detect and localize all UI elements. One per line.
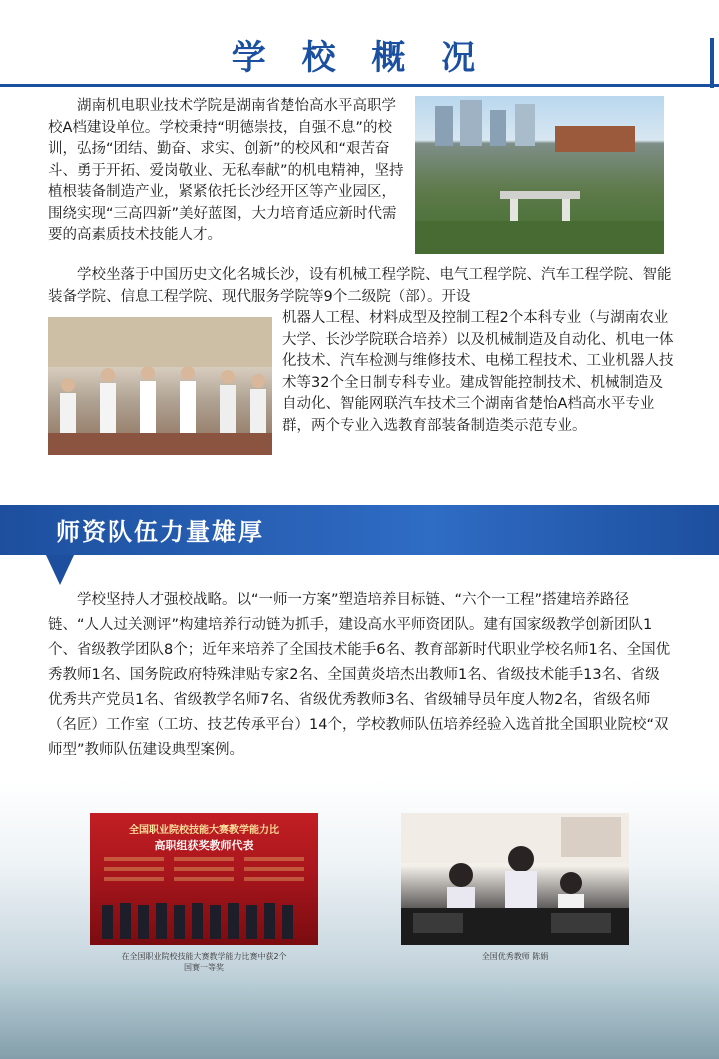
background-river [0, 980, 719, 1059]
overview-paragraph-2-rest: 机器人工程、材料成型及控制工程2个本科专业（与湖南农业大学、长沙学院联合培养）以及机械制造及自动化、机电一体化技术、汽车检测与维修技术、电梯工程技术、工业机器人技术等32个全日制专科专业。建成智能控制技术、机械制造及自动化、智能网联汽车技术三个湖南省楚怡A档高水平专业群，两个专业入选教育部装备制造类示范专业。 [282, 310, 674, 434]
excellent-teacher-photo [401, 813, 629, 945]
signing-ceremony-photo [48, 317, 272, 455]
faculty-paragraph: 学校坚持人才强校战略。以“一师一方案”塑造培养目标链、“六个一工程”搭建培养路径链、“人人过关测评”构建培养行动链为抓手，建设高水平师资团队。建有国家级教学创新团队1个、省级教学团队8个；近年来培养了全国技术能手6名、教育部新时代职业学校名师1名、全国优秀教师1名、国务院政府特殊津贴专家2名、全国黄炎培杰出教师1名、省级技术能手13名、省级优秀共产党员1名、省级教学名师7名、省级优秀教师3名、省级辅导员年度人物2名，省级名师（名匠）工作室（工坊、技艺传承平台）14个，学校教师队伍培养经验入选首批全国职业院校“双师型”教师队伍建设典型案例。 [48, 592, 671, 758]
award-illustration [90, 813, 318, 945]
teacher-photo-caption: 全国优秀教师 陈娟 [481, 952, 549, 961]
award-ceremony-photo [90, 813, 318, 945]
signing-illustration [48, 317, 272, 455]
overview-paragraph-1: 湖南机电职业技术学院是湖南省楚怡高水平高职学校A档建设单位。学校秉持“明德崇技，自强不息”的校训，弘扬“团结、勤奋、求实、创新”的校风和“艰苦奋斗、勇于开拓、爱岗敬业、无私奉献”的机电精神，坚持植根装备制造产业，紧紧依托长沙经开区等产业园区，围绕实现“三高四新”美好蓝图，大力培育适应新时代需要的高素质技术技能人才。 [48, 98, 404, 243]
section-banner-notch [46, 555, 74, 585]
page-title: 学 校 概 况 [231, 38, 488, 78]
award-banner-line-2: 高职组获奖教师代表 [154, 839, 254, 852]
campus-aerial-photo [415, 96, 664, 254]
teacher-illustration [401, 813, 629, 945]
award-photo-caption: 在全国职业院校技能大赛教学能力比赛中获2个国赛一等奖 [121, 952, 287, 972]
title-bracket [710, 38, 714, 88]
section-title: 师资队伍力量雄厚 [56, 518, 264, 546]
title-underline [0, 84, 719, 87]
overview-paragraph-2-lead: 学校坐落于中国历史文化名城长沙，设有机械工程学院、电气工程学院、汽车工程学院、智能装备学院、信息工程学院、现代服务学院等9个二级院（部）。开设 [48, 267, 672, 305]
campus-illustration [415, 96, 664, 254]
award-banner-line-1: 全国职业院校技能大赛教学能力比 [129, 825, 279, 836]
